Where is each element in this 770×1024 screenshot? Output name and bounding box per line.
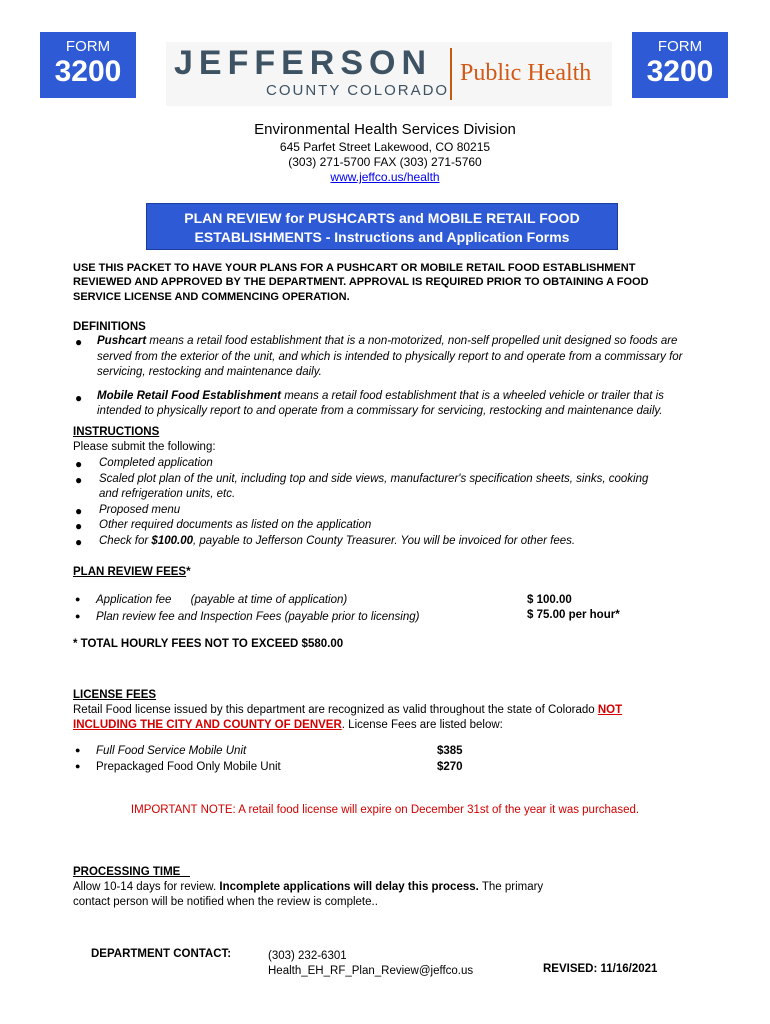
instruction-item-1: Completed application (99, 457, 213, 469)
instruction-item-5 (99, 534, 575, 549)
instruction-item-2-line-1: Scaled plot plan of the unit, including top and side views, manufacturer's specification sheets, sinks, cooking (99, 473, 649, 485)
form-badge-left (40, 32, 136, 98)
fees-total: * TOTAL HOURLY FEES NOT TO EXCEED $580.00 (73, 638, 344, 650)
def-mobile-line-1 (97, 389, 664, 404)
contact-label: DEPARTMENT CONTACT: (91, 948, 232, 960)
bullet: ● (75, 391, 83, 405)
title-banner (146, 203, 618, 250)
license-row-1-label: Full Food Service Mobile Unit (96, 745, 247, 757)
fees-heading-text: PLAN REVIEW FEES (73, 566, 187, 578)
bullet: ● (75, 535, 83, 549)
text: The primary (478, 881, 544, 893)
text: Allow 10-14 days for review. (73, 881, 220, 893)
bullet: ● (75, 473, 83, 487)
denver-emphasis: INCLUDING THE CITY AND COUNTY OF DENVER (73, 719, 342, 731)
bullet: ● (75, 519, 83, 533)
banner-line-2: ESTABLISHMENTS - Instructions and Application Forms (194, 229, 570, 245)
intro-line-3: SERVICE LICENSE AND COMMENCING OPERATION. (73, 291, 350, 303)
logo-divider (450, 48, 452, 100)
fee-row-1-amount: $ 100.00 (527, 594, 572, 606)
phone-fax: (303) 271-5700 FAX (303) 271-5760 (288, 155, 482, 169)
def-text: means a retail food establishment that is a wheeled vehicle or trailer that is (281, 390, 664, 402)
fees-asterisk: * (186, 566, 191, 578)
jeffco-logo (166, 42, 612, 106)
term-pushcart: Pushcart (97, 335, 147, 347)
address: 645 Parfet Street Lakewood, CO 80215 (279, 140, 491, 154)
contact-phone: (303) 232-6301 (268, 950, 347, 962)
text: Retail Food license issued by this department are recognized as valid throughout the state of Colorado (73, 704, 598, 716)
not-emphasis: NOT (597, 704, 623, 716)
def-pushcart-line-3: servicing, restocking and maintenance daily. (97, 366, 322, 378)
amount: $100.00 (151, 535, 193, 547)
license-row-2-label: Prepackaged Food Only Mobile Unit (96, 761, 281, 773)
processing-line-1 (73, 880, 543, 895)
license-heading: LICENSE FEES (73, 689, 157, 701)
bullet: ● (75, 335, 83, 349)
fees-heading (73, 565, 191, 580)
bullet: ● (75, 611, 81, 621)
contact-email[interactable]: Health_EH_RF_Plan_Review@jeffco.us (268, 965, 474, 977)
definitions-heading: DEFINITIONS (73, 321, 146, 333)
bullet: ● (75, 761, 81, 771)
bullet: ● (75, 594, 81, 604)
license-row-1-amount: $385 (437, 745, 463, 757)
logo-name: JEFFERSON (174, 44, 433, 82)
form-number: 3200 (54, 55, 122, 88)
fee-row-2-label: Plan review fee and Inspection Fees (payable prior to licensing) (96, 611, 420, 623)
instructions-lead: Please submit the following: (73, 441, 216, 453)
def-text: means a retail food establishment that is a non-motorized, non-self propelled unit designed so foods are (146, 335, 678, 347)
important-note: IMPORTANT NOTE: A retail food license will expire on December 31st of the year it was purchased. (130, 804, 640, 816)
logo-county: COUNTY COLORADO (266, 82, 450, 99)
intro-line-1: USE THIS PACKET TO HAVE YOUR PLANS FOR A PUSHCART OR MOBILE RETAIL FOOD ESTABLISHMENT (73, 262, 636, 274)
license-line-1 (73, 703, 622, 718)
form-label: FORM (65, 38, 111, 55)
processing-heading: PROCESSING TIME (73, 866, 190, 878)
intro-line-2: REVIEWED AND APPROVED BY THE DEPARTMENT. APPROVAL IS REQUIRED PRIOR TO OBTAINING A FOOD (73, 276, 649, 288)
text: . License Fees are listed below: (341, 719, 503, 731)
def-pushcart-line-2: served from the exterior of the unit, and which is intended to physically report to and operate from a commissary for (97, 351, 683, 363)
website-link[interactable]: www.jeffco.us/health (330, 170, 440, 184)
instruction-item-3: Proposed menu (99, 504, 181, 516)
bullet: ● (75, 745, 81, 755)
license-line-2 (73, 718, 503, 733)
def-pushcart-line-1 (97, 334, 677, 349)
form-label: FORM (657, 38, 703, 55)
bold-warning: Incomplete applications will delay this process. (219, 881, 479, 893)
form-badge-right (632, 32, 728, 98)
fee-row-2-amount: $ 75.00 per hour* (527, 609, 620, 621)
text: Check for (99, 535, 152, 547)
text: , payable to Jefferson County Treasurer. You will be invoiced for other fees. (193, 535, 576, 547)
license-row-2-amount: $270 (437, 761, 463, 773)
processing-line-2: contact person will be notified when the review is complete.. (73, 896, 378, 908)
logo-public-health: Public Health (460, 60, 592, 86)
fee-row-1-label: Application fee (payable at time of application) (96, 594, 348, 606)
instruction-item-4: Other required documents as listed on the application (99, 519, 372, 531)
revised-date: REVISED: 11/16/2021 (543, 963, 658, 975)
def-mobile-line-2: intended to physically report to and operate from a commissary for servicing, restocking and maintenance daily. (97, 405, 663, 417)
instruction-item-2-line-2: and refrigeration units, etc. (99, 488, 236, 500)
instructions-heading: INSTRUCTIONS (73, 426, 160, 438)
term-mobile: Mobile Retail Food Establishment (97, 390, 282, 402)
form-number: 3200 (646, 55, 714, 88)
division-title: Environmental Health Services Division (254, 121, 516, 138)
banner-line-1: PLAN REVIEW for PUSHCARTS and MOBILE RETAIL FOOD (184, 210, 580, 226)
bullet: ● (75, 504, 83, 518)
bullet: ● (75, 457, 83, 471)
